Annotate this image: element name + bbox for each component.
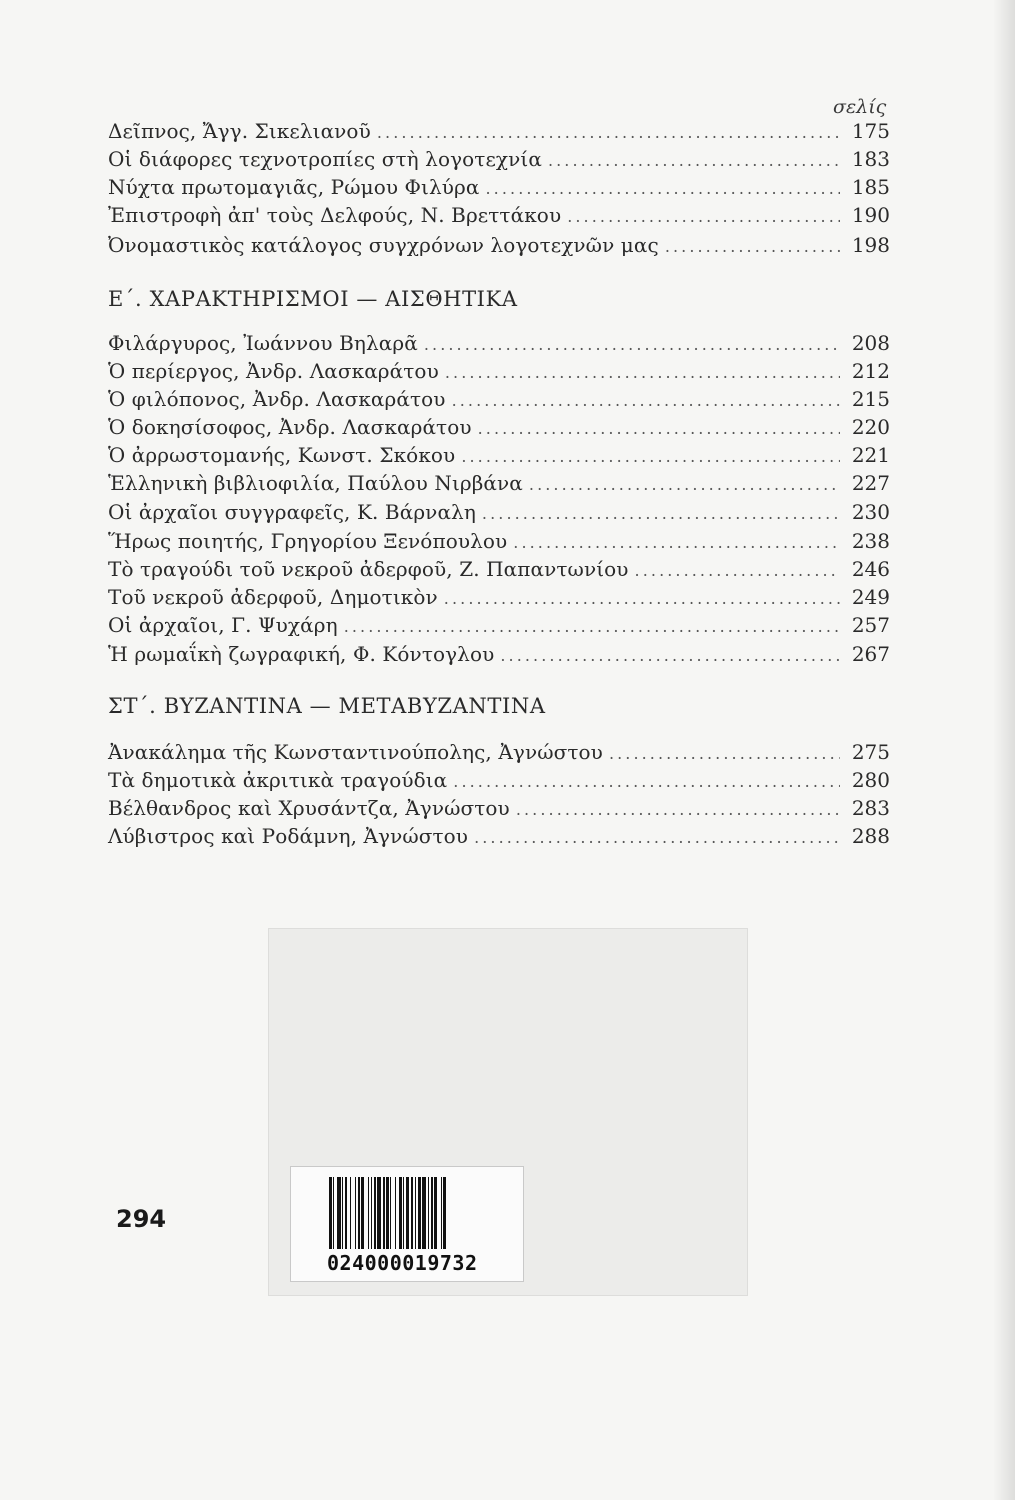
toc-entry-title: Ὁ περίεργος, Ἀνδρ. Λασκαράτου <box>108 359 439 383</box>
toc-entry <box>108 413 890 441</box>
toc-entry-title: Τοῦ νεκροῦ ἀδερφοῦ, Δημοτικὸν <box>108 585 438 609</box>
barcode-label <box>290 1166 524 1282</box>
toc-entry <box>108 766 890 794</box>
toc-entry <box>108 640 890 668</box>
section-heading: ΣΤ΄. ΒΥΖΑΝΤΙΝΑ — ΜΕΤΑΒΥΖΑΝΤΙΝΑ <box>108 694 546 718</box>
toc-entry-page: 212 <box>851 359 890 383</box>
toc-entry <box>108 527 890 555</box>
toc-entry <box>108 555 890 583</box>
toc-entry <box>108 201 890 229</box>
toc-entry <box>108 441 890 469</box>
toc-entry-title: Ὁ ἀρρωστομανής, Κωνστ. Σκόκου <box>108 443 456 467</box>
dot-leader <box>548 147 840 175</box>
toc-entry <box>108 145 890 173</box>
toc-entry <box>108 498 890 526</box>
dot-leader <box>461 443 840 471</box>
toc-entry-title: Ὁ φιλόπονος, Ἀνδρ. Λασκαράτου <box>108 387 446 411</box>
dot-leader <box>529 471 840 499</box>
dot-leader <box>478 415 840 443</box>
barcode-bar <box>446 1177 447 1249</box>
toc-entry-page: 257 <box>851 613 890 637</box>
toc-entry-title: Ἑλληνικὴ βιβλιοφιλία, Παύλου Νιρβάνα <box>108 471 523 495</box>
toc-entry-page: 175 <box>851 119 890 143</box>
dot-leader <box>424 331 840 359</box>
toc-entry-page: 215 <box>851 387 890 411</box>
dot-leader <box>609 740 840 768</box>
toc-entry-title: Ἀνακάλημα τῆς Κωνσταντινούπολης, Ἀγνώστου <box>108 740 603 764</box>
toc-entry-title: Βέλθανδρος καὶ Χρυσάντζα, Ἀγνώστου <box>108 796 510 820</box>
dot-leader <box>567 203 840 231</box>
toc-entry <box>108 738 890 766</box>
dot-leader <box>453 768 840 796</box>
dot-leader <box>445 359 840 387</box>
toc-entry-page: 275 <box>851 740 890 764</box>
dot-leader <box>452 387 840 415</box>
dot-leader <box>513 529 840 557</box>
dot-leader <box>665 233 840 261</box>
toc-entry-title: Οἱ ἀρχαῖοι, Γ. Ψυχάρη <box>108 613 338 637</box>
toc-entry <box>108 385 890 413</box>
toc-entry-title: Ἐπιστροφὴ ἀπ' τοὺς Δελφούς, Ν. Βρεττάκου <box>108 203 562 227</box>
toc-entry <box>108 117 890 145</box>
toc-entry-page: 221 <box>851 443 890 467</box>
toc-entry <box>108 611 890 639</box>
toc-entry-page: 280 <box>851 768 890 792</box>
toc-entry-page: 267 <box>851 642 890 666</box>
toc-entry-title: Οἱ διάφορες τεχνοτροπίες στὴ λογοτεχνία <box>108 147 542 171</box>
page-number: 294 <box>116 1205 167 1233</box>
toc-entry-page: 208 <box>851 331 890 355</box>
toc-entry-title: Τὰ δημοτικὰ ἀκριτικὰ τραγούδια <box>108 768 448 792</box>
toc-entry-page: 227 <box>851 471 890 495</box>
dot-leader <box>344 613 840 641</box>
dot-leader <box>516 796 840 824</box>
barcode-number: 024000019732 <box>327 1251 478 1275</box>
toc-entry <box>108 469 890 497</box>
toc-entry-title: Λύβιστρος καὶ Ροδάμνη, Ἀγνώστου <box>108 824 469 848</box>
dot-leader <box>474 824 840 852</box>
dot-leader <box>377 119 840 147</box>
toc-entry-page: 183 <box>851 147 890 171</box>
toc-entry <box>108 583 890 611</box>
page-column-header: σελίς <box>833 96 887 118</box>
toc-entry-title: Φιλάργυρος, Ἰωάννου Βηλαρᾶ <box>108 331 418 355</box>
dot-leader <box>635 557 840 585</box>
toc-entry-title: Τὸ τραγούδι τοῦ νεκροῦ ἀδερφοῦ, Ζ. Παπαντωνίου <box>108 557 629 581</box>
toc-entry <box>108 822 890 850</box>
dot-leader <box>500 642 840 670</box>
toc-entry-title: Ἡ ρωμαΐκὴ ζωγραφική, Φ. Κόντογλου <box>108 642 495 666</box>
toc-entry-title: Ἥρως ποιητής, Γρηγορίου Ξενόπουλου <box>108 529 508 553</box>
toc-entry <box>108 794 890 822</box>
toc-entry-page: 238 <box>851 529 890 553</box>
toc-entry-title: Ὀνομαστικὸς κατάλογος συγχρόνων λογοτεχνῶν μας <box>108 233 659 257</box>
toc-entry-page: 198 <box>851 233 890 257</box>
toc-entry-page: 249 <box>851 585 890 609</box>
toc-entry-page: 230 <box>851 500 890 524</box>
toc-entry-page: 283 <box>851 796 890 820</box>
section-heading: Ε΄. ΧΑΡΑΚΤΗΡΙΣΜΟΙ — ΑΙΣΘΗΤΙΚΑ <box>108 287 518 311</box>
toc-entry-title: Οἱ ἀρχαῖοι συγγραφεῖς, Κ. Βάρναλη <box>108 500 476 524</box>
dot-leader <box>486 175 841 203</box>
toc-entry-page: 190 <box>851 203 890 227</box>
toc-entry-title: Δεῖπνος, Ἄγγ. Σικελιανοῦ <box>108 119 371 143</box>
page-edge-shadow <box>993 0 1015 1500</box>
dot-leader <box>444 585 840 613</box>
toc-entry <box>108 329 890 357</box>
dot-leader <box>482 500 840 528</box>
toc-entry-page: 185 <box>851 175 890 199</box>
barcode-bars <box>329 1177 509 1249</box>
toc-entry <box>108 231 890 259</box>
toc-entry-page: 246 <box>851 557 890 581</box>
toc-entry-title: Νύχτα πρωτομαγιᾶς, Ρώμου Φιλύρα <box>108 175 480 199</box>
toc-entry-page: 220 <box>851 415 890 439</box>
toc-entry-page: 288 <box>851 824 890 848</box>
toc-entry <box>108 357 890 385</box>
toc-entry-title: Ὁ δοκησίσοφος, Ἀνδρ. Λασκαράτου <box>108 415 472 439</box>
toc-entry <box>108 173 890 201</box>
